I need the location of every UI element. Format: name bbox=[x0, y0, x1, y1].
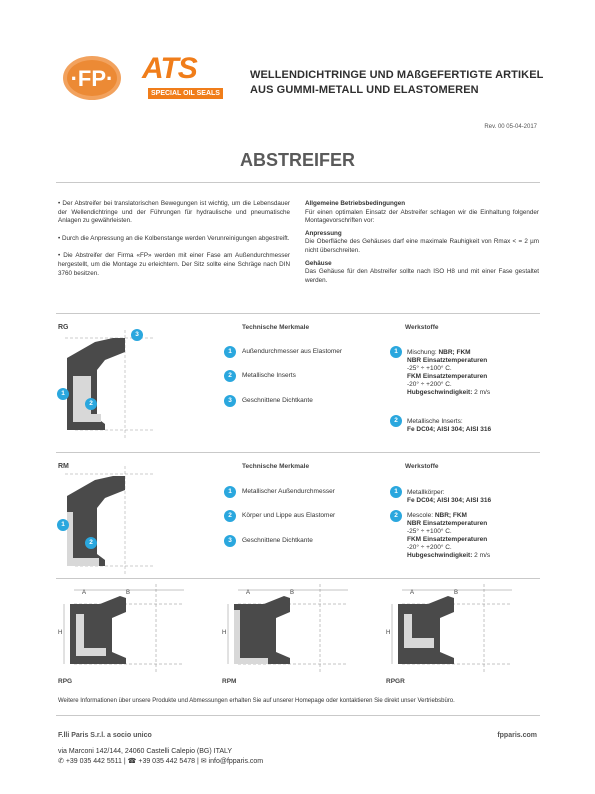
rg-tech-badge: 2 bbox=[224, 370, 236, 382]
divider bbox=[56, 452, 540, 453]
mail-icon: ✉ bbox=[200, 758, 207, 765]
svg-text:H: H bbox=[58, 630, 63, 636]
rm-tech-item: Geschnittene Dichtkante bbox=[242, 537, 313, 544]
rm-mat-head: Werkstoffe bbox=[405, 463, 439, 470]
rg-fig-badge: 1 bbox=[57, 388, 69, 400]
rg-tech-item: Außendurchmesser aus Elastomer bbox=[242, 348, 343, 355]
svg-text:B: B bbox=[454, 590, 459, 596]
svg-text:A: A bbox=[410, 590, 415, 596]
svg-text:B: B bbox=[290, 590, 295, 596]
divider bbox=[56, 578, 540, 579]
rm-mat-item: Metallkörper: Fe DC04; AISI 304; AISI 316 bbox=[407, 489, 492, 504]
rg-tech-item: Geschnittene Dichtkante bbox=[242, 397, 313, 404]
rg-fig-badge: 3 bbox=[131, 329, 143, 341]
ats-logo: ATS SPECIAL OIL SEALS bbox=[142, 52, 228, 104]
footnote: Weitere Informationen über unsere Produkte und Abmessungen erhalten Sie auf unserer Homepage oder kontaktieren Sie direkt unser Vertriebsbüro. bbox=[58, 698, 455, 704]
rm-label: RM bbox=[58, 463, 69, 470]
svg-text:·FP·: ·FP· bbox=[70, 66, 114, 91]
header-title: WELLENDICHTRINGE UND MAßGEFERTIGTE ARTIKEL AUS GUMMI-METALL UND ELASTOMEREN bbox=[250, 69, 544, 96]
rm-tech-badge: 3 bbox=[224, 535, 236, 547]
footer-phone[interactable]: +39 035 442 5511 bbox=[65, 758, 122, 765]
footer-fax[interactable]: +39 035 442 5478 bbox=[138, 758, 195, 765]
rpm-label: RPM bbox=[222, 678, 237, 685]
rg-tech-badge: 3 bbox=[224, 395, 236, 407]
rm-fig-badge: 2 bbox=[85, 537, 97, 549]
footer-email[interactable]: info@fpparis.com bbox=[208, 758, 264, 765]
svg-text:H: H bbox=[222, 630, 227, 636]
rpg-label: RPG bbox=[58, 678, 73, 685]
rg-label: RG bbox=[58, 324, 69, 331]
svg-text:A: A bbox=[82, 590, 87, 596]
phone-icon: ✆ bbox=[58, 758, 64, 765]
svg-text:A: A bbox=[246, 590, 251, 596]
divider bbox=[56, 313, 540, 314]
fp-logo bbox=[62, 55, 122, 101]
svg-text:B: B bbox=[126, 590, 131, 596]
rm-tech-badge: 1 bbox=[224, 486, 236, 498]
rg-mat-head: Werkstoffe bbox=[405, 324, 439, 331]
rpgr-drawing bbox=[384, 584, 514, 676]
rm-tech-item: Metallischer Außendurchmesser bbox=[242, 488, 335, 495]
intro-left: • Der Abstreifer bei translatorischen Bewegungen ist wichtig, um die Lebensdauer der Wellendichtringe und der Führungen für hydraulische und pneumatische Anlagen zu gewährleisten. • Durch die Anpressung an die Kolbenstange werden Verunreinigungen abgestreift. • Die Abstreifer der Firma «FP» werden mit einer Fase am Außendurchmesser hergestellt, um die Montage zu erleichtern. Der Sitz sollte eine Schräge nach DIN 3760 besitzen. bbox=[58, 200, 290, 277]
rm-mat-badge: 1 bbox=[390, 486, 402, 498]
rm-mat-badge: 2 bbox=[390, 510, 402, 522]
fax-icon: ☎ bbox=[127, 758, 137, 765]
rpm-drawing bbox=[220, 584, 350, 676]
rg-cross-section bbox=[55, 330, 165, 440]
divider bbox=[56, 715, 540, 716]
footer-website[interactable]: fpparis.com bbox=[497, 732, 537, 739]
footer-company: F.lli Paris S.r.l. a socio unico bbox=[58, 732, 152, 739]
rg-tech-head: Technische Merkmale bbox=[242, 324, 310, 331]
rg-mat-badge: 2 bbox=[390, 415, 402, 427]
rg-mat-item: Metallische Inserts: Fe DC04; AISI 304; AISI 316 bbox=[407, 418, 492, 433]
rpg-drawing bbox=[56, 584, 186, 676]
rm-cross-section bbox=[55, 466, 165, 576]
rg-tech-badge: 1 bbox=[224, 346, 236, 358]
rm-tech-head: Technische Merkmale bbox=[242, 463, 310, 470]
page-title: ABSTREIFER bbox=[239, 150, 355, 170]
rm-fig-badge: 1 bbox=[57, 519, 69, 531]
rg-mat-badge: 1 bbox=[390, 346, 402, 358]
rm-tech-item: Körper und Lippe aus Elastomer bbox=[242, 512, 336, 519]
revision-text: Rev. 00 05-04-2017 bbox=[484, 124, 537, 130]
footer-address: via Marconi 142/144, 24060 Castelli Calepio (BG) ITALY ✆ +39 035 442 5511 | ☎ +39 035 442 5478 | ✉ info@fpparis.com bbox=[58, 748, 264, 765]
rm-tech-badge: 2 bbox=[224, 510, 236, 522]
rg-fig-badge: 2 bbox=[85, 398, 97, 410]
intro-right: Allgemeine Betriebsbedingungen Für einen optimalen Einsatz der Abstreifer schlagen wir die Einhaltung folgender Montagevorschriften vor: Anpressung Die Oberfläche des Gehäuses darf eine maximale Rauhigkeit von Rmax < = 2 µm nicht überschreiten. Gehäuse Das Gehäuse für den Abstreifer sollte nach ISO H8 und mit einer Fase gestaltet werden. bbox=[305, 200, 539, 284]
divider bbox=[56, 182, 540, 183]
rm-mat-item: Mescole: NBR; FKM NBR Einsatztemperaturen -25° ÷ +100° C. FKM Einsatztemperaturen -20° ÷ +200° C. Hubgeschwindigkeit: 2 m/s bbox=[407, 512, 491, 559]
rg-mat-item: Mischung: NBR; FKM NBR Einsatztemperaturen -25° ÷ +100° C. FKM Einsatztemperaturen -20° ÷ +200° C. Hubgeschwindigkeit: 2 m/s bbox=[407, 349, 491, 396]
svg-text:H: H bbox=[386, 630, 391, 636]
rpgr-label: RPGR bbox=[386, 678, 405, 685]
rg-tech-item: Metallische Inserts bbox=[242, 372, 296, 379]
